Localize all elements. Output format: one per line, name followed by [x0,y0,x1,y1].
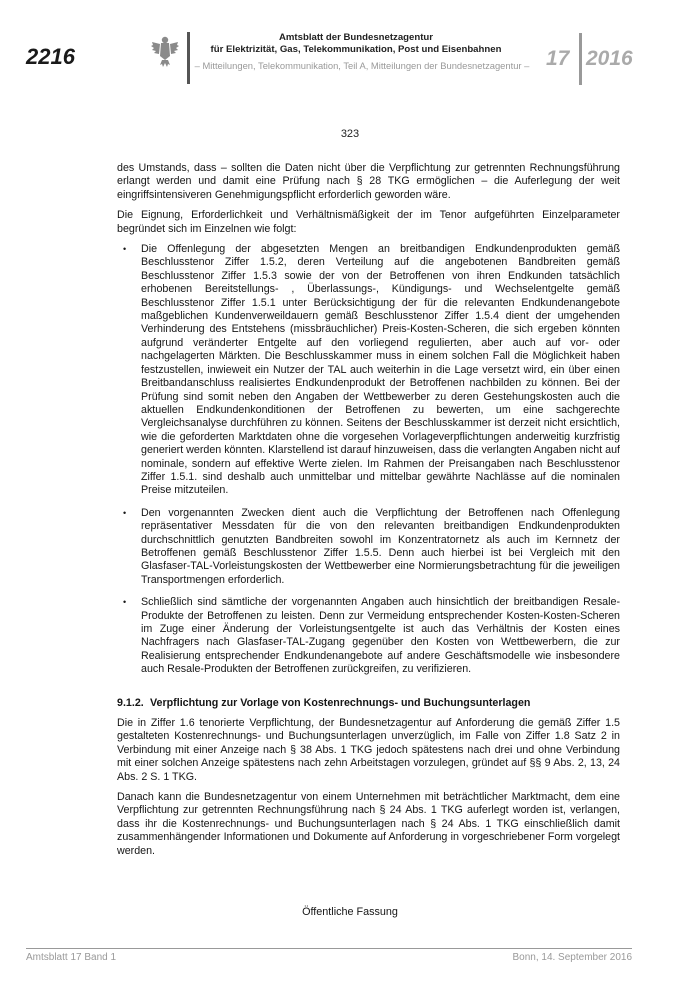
public-version-label: Öffentliche Fassung [302,906,398,918]
section-paragraph: Die in Ziffer 1.6 tenorierte Verpflichtung, der Bundesnetzagentur auf Anforderung die gemäß Ziffer 1.5 gestalteten Kostenrechnungs- und Buchungsunterlagen unverzüglich, im Falle von Ziffer 1.8 Satz 2 in Verbindung mit einer Anzeige nach § 38 Abs. 1 TKG jedoch spätestens nach drei und ohne Verbindung mit einer solchen Anzeige spätestens nach zehn Arbeitstagen vorzulegen, gründet auf §§ 9 Abs. 2, 13, 24 Abs. 2 S. 1 TKG. [117,717,620,783]
bullet-icon: • [123,244,127,255]
list-item-text: Den vorgenannten Zwecken dient auch die Verpflichtung der Betroffenen nach Offenlegung repräsentativer Messdaten für die von den relevanten breitbandigen Endkundenprodukten durchschnittlich genutzten Bandbreiten sowohl im Konzentratornetz als auch im Kernnetz der Betroffenen gemäß Beschlusstenor Ziffer 1.5.5. Denn auch hierbei ist bei Vergleich mit den Glasfaser-TAL-Vorleistungskosten der Wettbewerber eine Normierungsbetrachtung für die jeweiligen Transportmengen erforderlich. [141,506,620,586]
page-number: 2216 [26,44,75,69]
section-paragraph: Danach kann die Bundesnetzagentur von einem Unternehmen mit beträchtlicher Marktmacht, dem eine Verpflichtung zur getrennten Rechnungsführung nach § 24 Abs. 1 TKG auferlegt worden ist, verlangen, dass ihr die Kostenrechnungs- und Buchungsunterlagen nach § 24 Abs. 1 TKG einschließlich damit zusammenhängender Informationen und Dokumente auf Anforderung in vorgeschriebener Form vorgelegt werden. [117,791,620,857]
list-item [117,243,620,498]
list-item-text: Schließlich sind sämtliche der vorgenannten Angaben auch hinsichtlich der breitbandigen Resale-Produkte der Betroffenen zu leisten. Denn zur Vermeidung entsprechender Kosten-Kosten-Scheren im Zuge einer Änderung der Vorleistungsentgelte ist auch das Verhältnis der Kosten eines Nachfragers nach Glasfaser-TAL-Zugang gegenüber den Kosten von Wettbewerbern, die zur Realisierung entsprechender Endkundenangebote auf andere Geschäftsmodelle wie insbesondere auch Resale-Produkten der Betroffenen zurückgreifen, zu verifizieren. [141,596,620,676]
list-item [117,507,620,587]
list-item [117,596,620,676]
issue-divider [579,33,582,85]
document-body [117,162,620,865]
intro-paragraph: des Umstands, dass – sollten die Daten nicht über die Verpflichtung zur getrennten Rechnungsführung erlangt werden und damit eine Prüfung nach § 28 TKG ermöglichen – die Auferlegung der weit eingriffsintensiveren Genehmigungspflicht erforderlich geworden wäre. [117,162,620,201]
section-heading [117,697,620,710]
bullet-icon: • [123,597,127,608]
list-item-text: Die Offenlegung der abgesetzten Mengen an breitbandigen Endkundenprodukten gemäß Beschlusstenor Ziffer 1.5.2, deren Verteilung auf die angebotenen Bandbreiten gemäß Beschlusstenor Ziffer 1.5.3 sowie der von der Betroffenen von ihren Endkunden tatsächlich erhobenen Bereitstellungs- , Überlassungs-, Kündigungs- und Wechselentgelte gemäß Beschlusstenor Ziffer 1.5.1 unter Berücksichtigung der für die relevanten Endkundenangebote maßgeblichen Kundenverweildauern gemäß Beschlusstenor Ziffer 1.5.4 dient der umgehenden Verhinderung des Entstehens (missbräuchlicher) Preis-Kosten-Scheren, die sich ergeben könnten aufgrund veränderter Entgelte auf den vorliegend regulierten, aber auch auf vor- oder nachgelagerten Märkten. Die Beschlusskammer muss in einem solchen Fall die Möglichkeit haben festzustellen, inwieweit ein Nutzer der TAL auch weiterhin in die Lage versetzt wird, ein über einen Breitbandanschluss realisiertes Endkundenprodukt der Betroffenen nachbilden zu können. Bei der Prüfung sind somit neben den Angaben der Wettbewerber zu deren Gestehungskosten auch die aktuellen Endkundenkonditionen der Betroffenen zu bewerten, um eine sachgerechte Vergleichsanalyse durchführen zu können. Seitens der Beschlusskammer ist derzeit nicht ersichtlich, wie die geforderten Marktdaten ohne die vorgesehen Vorlageverpflichtungen anderweitig kurzfristig generiert werden könnten. Klarstellend ist darauf hinzuweisen, dass die verlangten Angaben nicht auf nominale, sondern auf effektive Werte zielen. Im Rahmen der Preisangaben nach Beschlusstenor Ziffer 1.5.1. sind deshalb auch unmittelbar und mittelbar gewährte Nachlässe auf die nominalen Preise mitzuteilen. [141,243,620,497]
footer-volume: Amtsblatt 17 Band 1 [26,952,117,963]
section-title: Verpflichtung zur Vorlage von Kostenrechnungs- und Buchungsunterlagen [150,696,531,709]
gazette-title-line1: Amtsblatt der Bundesnetzagentur [278,32,434,43]
section-number: 9.1.2. [117,696,144,709]
bullet-list [117,243,620,677]
federal-eagle-icon [150,34,180,70]
document-page-number: 323 [340,128,360,140]
issue-year: 2016 [586,47,633,70]
gazette-title [192,32,520,55]
header-divider [187,32,190,84]
issue-number: 17 [546,47,570,70]
bullet-icon: • [123,507,127,518]
reasoning-paragraph: Die Eignung, Erforderlichkeit und Verhältnismäßigkeit der im Tenor aufgeführten Einzelparameter begründet sich im Einzelnen wie folgt: [117,209,620,235]
gazette-subtitle: – Mitteilungen, Telekommunikation, Teil A, Mitteilungen der Bundesnetzagentur – [194,60,530,71]
gazette-title-line2: für Elektrizität, Gas, Telekommunikation, Post und Eisenbahnen [210,43,502,55]
footer-date: Bonn, 14. September 2016 [512,952,632,963]
footer-divider [26,948,632,949]
